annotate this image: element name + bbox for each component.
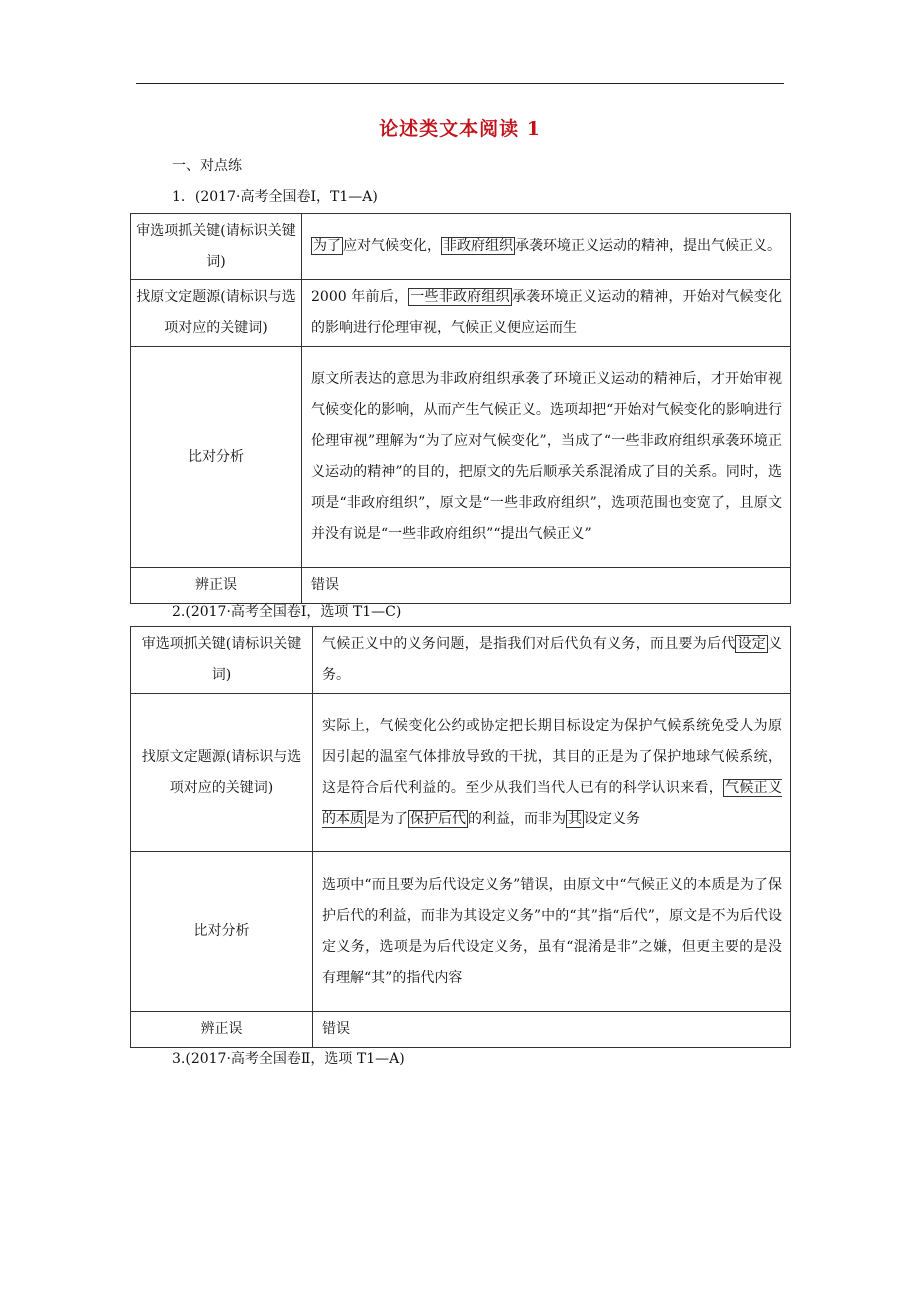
table-row <box>131 280 791 347</box>
row-value <box>313 627 791 694</box>
table-row <box>131 694 791 852</box>
text-span: 承袭环境正义运动的精神，开始对气候变化的影响进行伦理审视，气候正义便应运而生 <box>311 289 783 336</box>
keyword-box: 保护后代 <box>410 810 466 827</box>
text-span: 2000 年前后， <box>311 289 409 305</box>
keyword-box: 气候正义的本质 <box>322 779 782 827</box>
table-row <box>131 627 791 694</box>
row-value <box>302 280 791 347</box>
row-key: 辨正误 <box>131 568 302 604</box>
question-1-heading: 1．(2017·高考全国卷Ⅰ，T1—A) <box>172 189 378 205</box>
keyword-box: 一些非政府组织 <box>410 289 510 305</box>
text-span: 应对气候变化， <box>343 238 441 254</box>
row-value: 错误 <box>313 1012 791 1048</box>
row-key: 找原文定题源(请标识与选项对应的关键词) <box>131 280 302 347</box>
text-span: 承袭环境正义运动的精神，提出气候正义。 <box>515 238 781 254</box>
row-value <box>302 214 791 280</box>
text-span: 是为了 <box>366 810 408 827</box>
keyword-box: 设定 <box>737 636 767 652</box>
row-key: 审选项抓关键(请标识关键词) <box>131 627 313 694</box>
row-key: 比对分析 <box>131 347 302 568</box>
section-heading: 一、对点练 <box>172 158 242 174</box>
question-2-table <box>130 626 791 1048</box>
page-title: 论述类文本阅读 1 <box>379 118 541 140</box>
row-key: 审选项抓关键(请标识关键词) <box>131 214 302 280</box>
text-span: 实际上，气候变化公约或协定把长期目标设定为保护气候系统免受人为原因引起的温室气体排放导致的干扰，其目的正是为了保护地球气候系统，这是符合后代利益的。至少从我们当代人已有的科学认识来看， <box>322 717 782 796</box>
keyword-box: 其 <box>568 810 582 827</box>
table-row <box>131 852 791 1012</box>
row-key: 比对分析 <box>131 852 313 1012</box>
keyword-box: 为了 <box>313 238 341 254</box>
row-value: 选项中“而且要为后代设定义务”错误，由原文中“气候正义的本质是为了保护后代的利益，而非为其设定义务”中的“其”指“后代”，原文是不为后代设定义务，选项是为后代设定义务，虽有“混淆是非”之嫌，但更主要的是没有理解“其”的指代内容 <box>313 852 791 1012</box>
text-span: 义务。 <box>322 636 783 683</box>
table-row <box>131 347 791 568</box>
row-value: 错误 <box>302 568 791 604</box>
question-2-heading: 2.(2017·高考全国卷Ⅰ，选项 T1—C) <box>172 604 402 620</box>
text-span: 的利益，而非为 <box>468 810 566 827</box>
table-row <box>131 214 791 280</box>
table-row <box>131 568 791 604</box>
question-1-table <box>130 213 791 604</box>
row-value: 原文所表达的意思为非政府组织承袭了环境正义运动的精神后，才开始审视气候变化的影响，从而产生气候正义。选项却把“开始对气候变化的影响进行伦理审视”理解为“为了应对气候变化”，当成了“一些非政府组织承袭环境正义运动的精神”的目的，把原文的先后顺承关系混淆成了目的关系。同时，选项是“非政府组织”，原文是“一些非政府组织”，选项范围也变宽了，且原文并没有说是“一些非政府组织”“提出气候正义” <box>302 347 791 568</box>
text-span: 设定义务 <box>584 810 640 827</box>
row-key: 辨正误 <box>131 1012 313 1048</box>
row-value <box>313 694 791 852</box>
question-3-heading: 3.(2017·高考全国卷Ⅱ，选项 T1—A) <box>172 1051 405 1067</box>
table-row <box>131 1012 791 1048</box>
header-rule <box>136 83 784 84</box>
text-span: 气候正义中的义务问题，是指我们对后代负有义务，而且要为后代 <box>322 636 736 652</box>
row-key: 找原文定题源(请标识与选项对应的关键词) <box>131 694 313 852</box>
keyword-box: 非政府组织 <box>443 238 513 254</box>
